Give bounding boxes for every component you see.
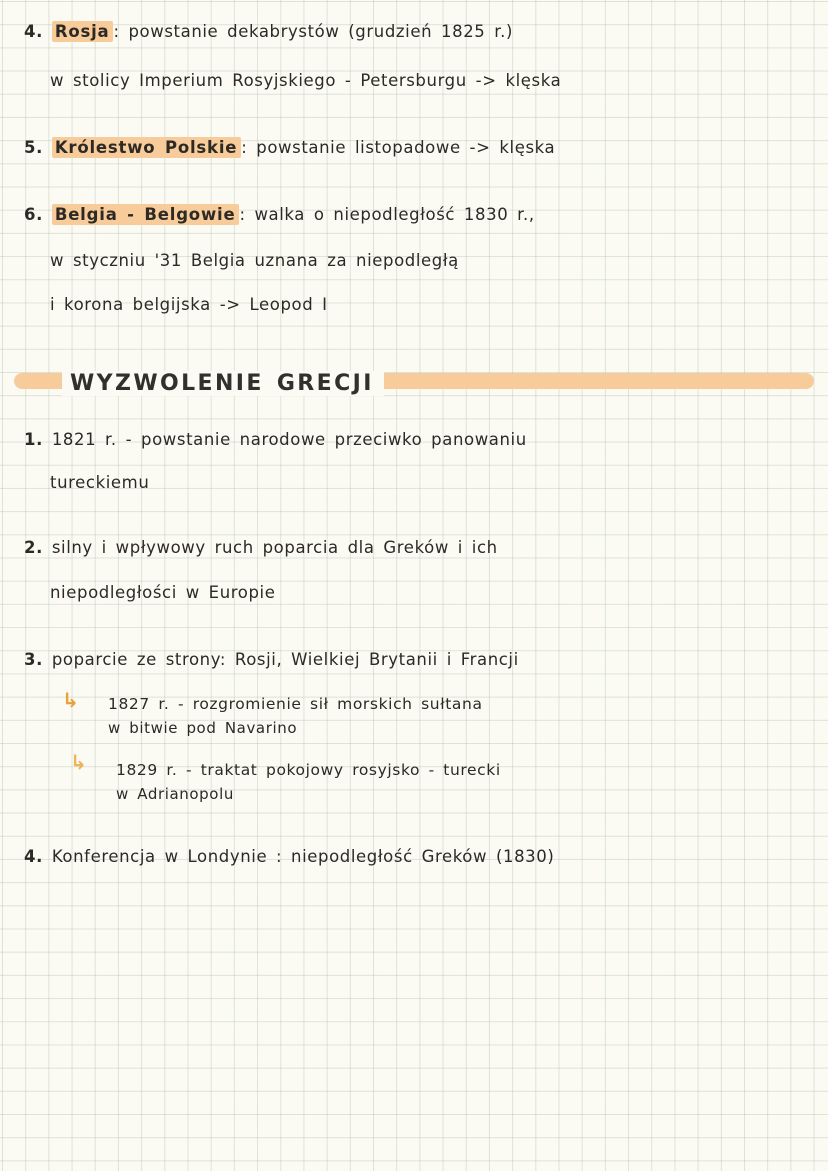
point-text: poparcie ze strony: Rosji, Wielkiej Brytanii i Francji — [51, 650, 519, 669]
list-item — [24, 138, 555, 158]
list-item — [24, 205, 535, 225]
point-text: 1821 r. - powstanie narodowe przeciwko panowaniu — [51, 430, 527, 449]
list-item-text: : walka o niepodległość 1830 r., — [239, 205, 535, 224]
list-item-continuation: w styczniu '31 Belgia uznana za niepodległą — [50, 251, 459, 270]
point-text: silny i wpływowy ruch poparcia dla Greków i ich — [51, 538, 498, 557]
point-number: 2. — [24, 538, 43, 557]
list-item-number: 6. — [24, 205, 43, 224]
list-item-text: : powstanie dekabrystów (grudzień 1825 r.) — [113, 22, 513, 41]
list-item-continuation: w stolicy Imperium Rosyjskiego - Petersburgu -> klęska — [50, 71, 562, 90]
list-item-number: 4. — [24, 22, 43, 41]
section-point — [24, 430, 527, 450]
section-point — [24, 847, 554, 867]
point-number: 1. — [24, 430, 43, 449]
section-title: WYZWOLENIE GRECJI — [62, 371, 384, 396]
section-point — [24, 650, 519, 670]
arrow-icon: ↳ — [70, 750, 87, 774]
point-continuation: tureckiemu — [50, 473, 150, 492]
list-item-text: : powstanie listopadowe -> klęska — [241, 138, 556, 157]
arrow-icon: ↳ — [62, 688, 79, 712]
section-point — [24, 538, 498, 558]
sub-point-continuation: w bitwie pod Navarino — [108, 719, 298, 737]
point-continuation: niepodległości w Europie — [50, 583, 276, 602]
list-item — [24, 22, 513, 42]
highlighted-term: Belgia - Belgowie — [52, 204, 240, 225]
point-number: 3. — [24, 650, 43, 669]
list-item-continuation: i korona belgijska -> Leopod I — [50, 295, 328, 314]
sub-point-text: 1829 r. - traktat pokojowy rosyjsko - turecki — [116, 761, 501, 779]
point-text: Konferencja w Londynie : niepodległość Greków (1830) — [51, 847, 555, 866]
list-item-number: 5. — [24, 138, 43, 157]
sub-point-text: 1827 r. - rozgromienie sił morskich sułtana — [108, 695, 483, 713]
point-number: 4. — [24, 847, 43, 866]
sub-point-continuation: w Adrianopolu — [116, 785, 234, 803]
highlighted-term: Rosja — [52, 21, 114, 42]
highlighted-term: Królestwo Polskie — [52, 137, 241, 158]
